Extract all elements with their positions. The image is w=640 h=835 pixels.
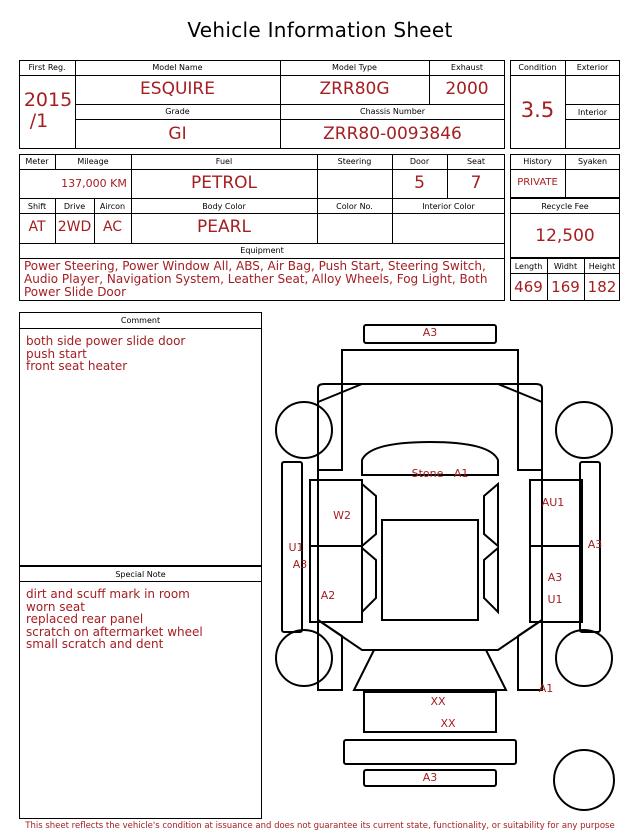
history-value: PRIVATE <box>517 177 558 188</box>
interior-color-label: Interior Color <box>422 202 475 211</box>
comment-line: front seat heater <box>26 359 128 373</box>
seat-value: 7 <box>470 173 482 193</box>
fuel-label: Fuel <box>215 157 233 166</box>
mileage-label: Mileage <box>77 157 109 166</box>
comment-line: push start <box>26 346 87 361</box>
first-reg-label: First Reg. <box>28 63 66 72</box>
mark-rear-bumper: A3 <box>422 771 438 784</box>
height-label: Height <box>588 262 616 271</box>
mark-right-front-door: AU1 <box>541 496 565 509</box>
exhaust-label: Exhaust <box>450 63 484 72</box>
car-damage-diagram <box>265 315 635 821</box>
mark-right-side: A3 <box>587 538 603 551</box>
seat-label: Seat <box>466 157 486 166</box>
aircon-label: Aircon <box>99 202 126 211</box>
mark-left-rear-door: A2 <box>320 589 336 602</box>
height-value: 182 <box>587 278 617 296</box>
left-rear-window <box>362 548 376 612</box>
mark-tailgate-1: XX <box>430 695 446 708</box>
right-rear-wheel <box>556 630 612 686</box>
mark-right-rear-door-1: A3 <box>547 571 563 584</box>
shift-label: Shift <box>27 202 47 211</box>
aircon-value: AC <box>102 219 123 235</box>
body-color-label: Body Color <box>202 202 246 211</box>
fuel-value: PETROL <box>190 173 258 193</box>
color-no-label: Color No. <box>336 202 373 211</box>
rear-bumper-panel <box>344 740 516 764</box>
equipment-label: Equipment <box>240 246 284 255</box>
interior-label: Interior <box>577 108 608 117</box>
meter-label: Meter <box>25 157 49 166</box>
mark-front-bumper: A3 <box>422 326 438 339</box>
sheet-title: Vehicle Information Sheet <box>187 18 453 42</box>
special-note-label: Special Note <box>115 570 166 579</box>
exhaust-value: 2000 <box>445 79 489 99</box>
disclaimer-footer: This sheet reflects the vehicle's condition at issuance and does not guarantee its current state, functionality, or suitability for any purpose <box>25 821 615 831</box>
comment-line: both side power slide door <box>26 334 186 348</box>
length-value: 469 <box>514 278 543 296</box>
drive-value: 2WD <box>57 219 92 235</box>
mark-windshield: Stone A1 <box>411 467 469 480</box>
model-name-value: ESQUIRE <box>140 79 215 99</box>
right-rear-quarter <box>518 620 542 690</box>
mark-tailgate-2: XX <box>440 717 456 730</box>
mark-left-side-1: U1 <box>288 541 304 554</box>
mark-left-front-door: W2 <box>333 509 351 522</box>
special-note-line: replaced rear panel <box>26 612 144 626</box>
special-note-line: scratch on aftermarket wheel <box>26 624 203 639</box>
special-note-line: small scratch and dent <box>26 637 164 651</box>
special-note-line: worn seat <box>26 599 85 614</box>
model-type-label: Model Type <box>332 63 377 72</box>
exterior-label: Exterior <box>576 63 609 72</box>
rear-window-panel <box>354 650 506 690</box>
chassis-value: ZRR80-0093846 <box>323 124 462 144</box>
mark-right-rear-corner: A1 <box>538 682 554 695</box>
shift-value: AT <box>28 219 46 235</box>
spare-tire <box>554 750 614 810</box>
special-note-list <box>26 588 256 651</box>
comment-list <box>26 335 256 373</box>
condition-label: Condition <box>518 63 557 72</box>
left-rear-wheel <box>276 630 332 686</box>
special-note-line: dirt and scuff mark in room <box>26 587 190 601</box>
steering-label: Steering <box>337 157 372 166</box>
model-type-value: ZRR80G <box>319 79 390 99</box>
grade-value: GI <box>168 124 187 144</box>
mileage-value: 137,000 KM <box>61 177 127 190</box>
drive-label: Drive <box>63 202 86 211</box>
first-reg-month: /1 <box>29 110 49 132</box>
right-rear-door-panel <box>530 546 582 622</box>
condition-value: 3.5 <box>520 98 555 122</box>
width-label: Widht <box>553 262 578 271</box>
model-name-label: Model Name <box>152 63 203 72</box>
roof-panel <box>382 520 478 620</box>
recycle-fee-label: Recycle Fee <box>541 202 589 211</box>
right-front-window <box>484 484 498 546</box>
right-front-wheel <box>556 402 612 458</box>
body-color-value: PEARL <box>197 217 251 237</box>
door-value: 5 <box>414 173 425 193</box>
mark-right-rear-door-2: U1 <box>547 593 563 606</box>
length-label: Length <box>514 262 543 271</box>
syaken-label: Syaken <box>577 157 608 166</box>
right-rear-window <box>484 548 498 612</box>
grade-label: Grade <box>165 107 190 116</box>
door-label: Door <box>409 157 430 166</box>
right-front-door-panel <box>530 480 582 546</box>
recycle-fee-value: 12,500 <box>535 226 595 246</box>
left-front-wheel <box>276 402 332 458</box>
left-front-window <box>362 484 376 546</box>
chassis-label: Chassis Number <box>360 107 425 116</box>
first-reg-year: 2015 <box>23 89 73 111</box>
mark-left-side-2: A3 <box>292 558 308 571</box>
width-value: 169 <box>551 278 580 296</box>
history-label: History <box>523 157 552 166</box>
hood-panel <box>342 350 518 384</box>
equipment-text: Power Steering, Power Window All, ABS, Air Bag, Push Start, Steering Switch, Audio Player, Navigation System, Leather Seat, Alloy Wheels, Fog Light, Both Power Slide Door <box>24 259 488 299</box>
comment-label: Comment <box>120 316 161 325</box>
